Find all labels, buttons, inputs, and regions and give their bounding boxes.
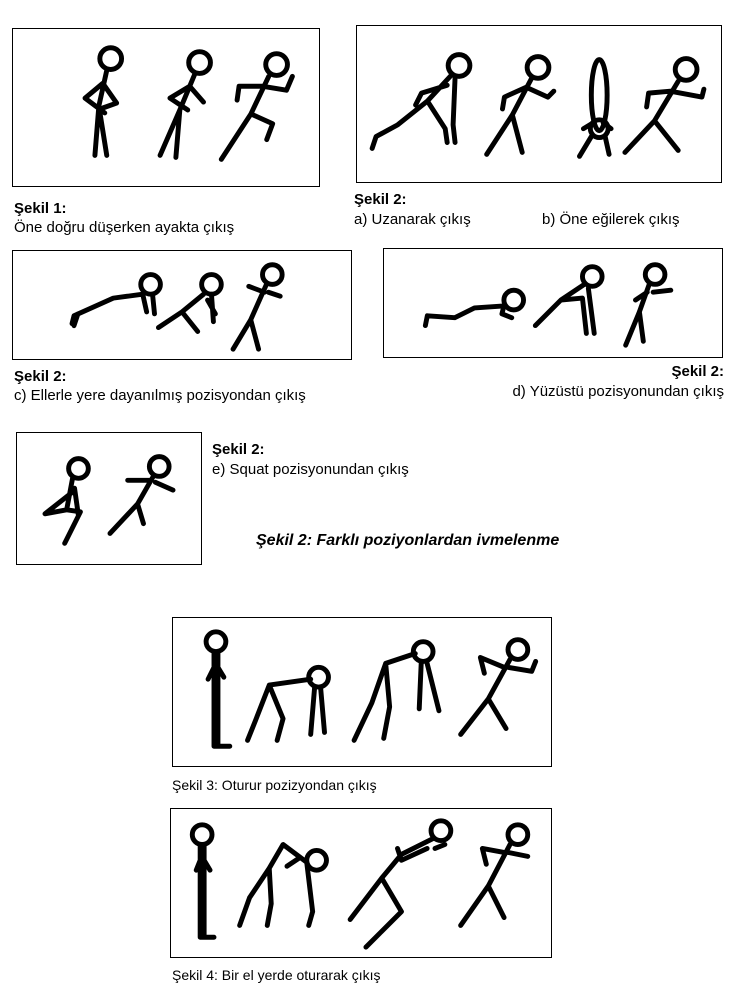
figure-2d-panel — [383, 248, 723, 358]
figure-1-caption: Öne doğru düşerken ayakta çıkış — [14, 219, 235, 236]
figure-2e-caption: e) Squat pozisyonundan çıkış — [212, 461, 409, 478]
figure-2c-caption: c) Ellerle yere dayanılmış pozisyondan çıkış — [14, 387, 306, 404]
figure-3-caption: Şekil 3: Oturur pozizyondan çıkış — [172, 777, 377, 793]
figure-2ab-illustration — [357, 26, 721, 182]
figure-2d-heading: Şekil 2: — [671, 363, 724, 380]
figure-3-panel — [172, 617, 552, 767]
figure-2a-heading: Şekil 2: — [354, 191, 407, 208]
figure-2b-caption: b) Öne eğilerek çıkış — [542, 211, 680, 228]
figure-1-heading: Şekil 1: — [14, 200, 67, 217]
figure-2e-heading: Şekil 2: — [212, 441, 265, 458]
figure-4-caption: Şekil 4: Bir el yerde oturarak çıkış — [172, 967, 381, 983]
figure-2-title: Şekil 2: Farklı poziyonlardan ivmelenme — [256, 532, 560, 549]
figure-2d-illustration — [384, 249, 722, 357]
figure-2c-panel — [12, 250, 352, 360]
figure-4-illustration — [171, 809, 551, 957]
figure-2a-caption: a) Uzanarak çıkış — [354, 211, 471, 228]
figure-2ab-panel — [356, 25, 722, 183]
figure-4-panel — [170, 808, 552, 958]
figure-2c-heading: Şekil 2: — [14, 368, 67, 385]
figure-3-illustration — [173, 618, 551, 766]
figure-2e-panel — [16, 432, 202, 565]
figure-2e-illustration — [17, 433, 201, 564]
figure-2d-caption: d) Yüzüstü pozisyonundan çıkış — [512, 383, 724, 400]
figure-1-illustration — [13, 29, 319, 186]
figure-1-panel — [12, 28, 320, 187]
figure-2c-illustration — [13, 251, 351, 359]
